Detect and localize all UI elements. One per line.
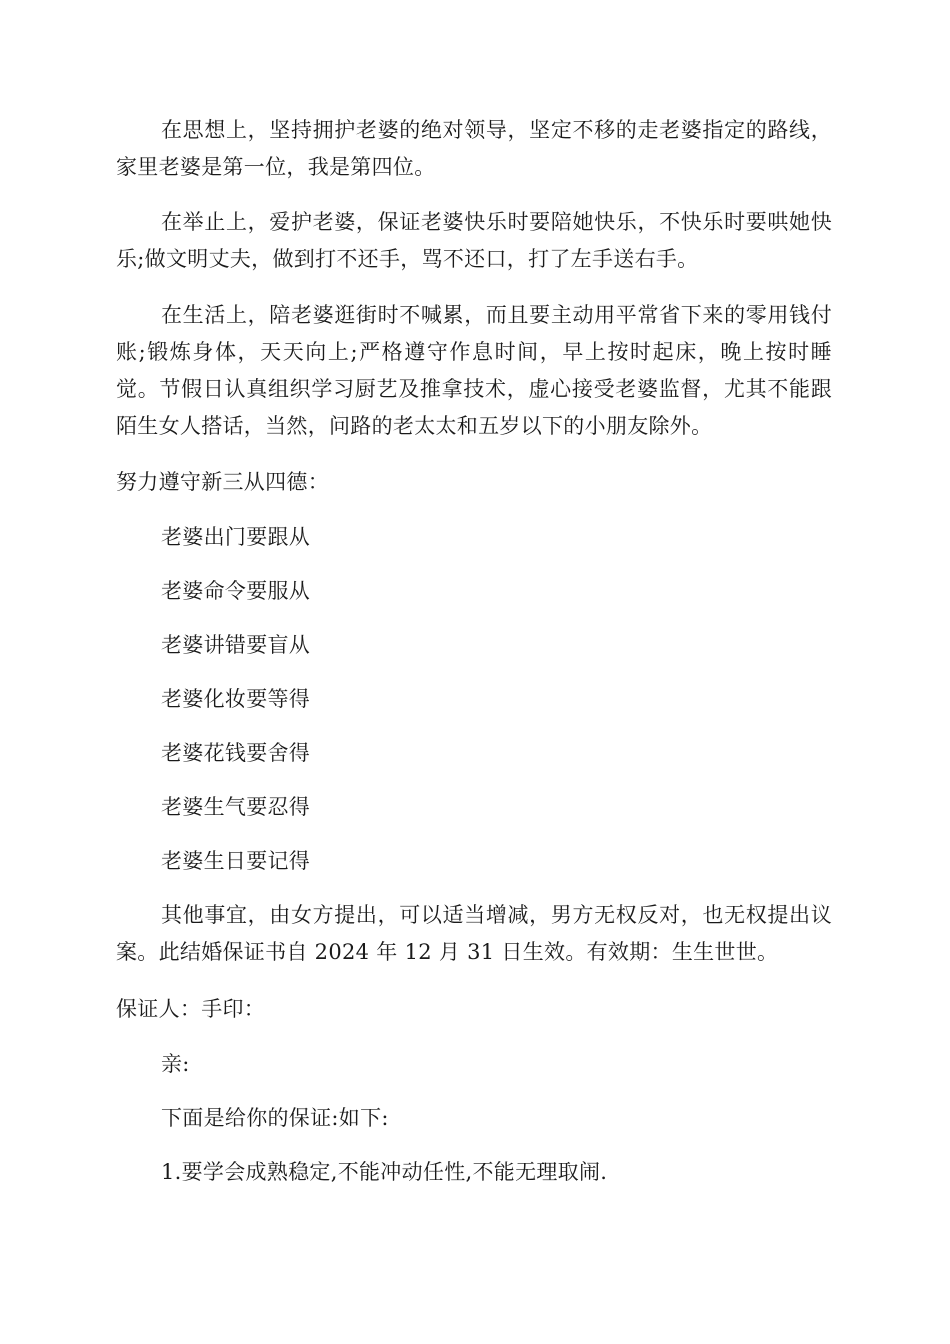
salutation: 亲:: [161, 1052, 190, 1076]
virtue-item-3: 老婆讲错要盲从: [161, 633, 311, 657]
guarantee-intro: 下面是给你的保证:如下:: [161, 1106, 389, 1130]
guarantor-line: 保证人：手印：: [116, 997, 266, 1021]
virtue-item-1: 老婆出门要跟从: [161, 525, 311, 549]
paragraph-behavior: 在举止上，爱护老婆，保证老婆快乐时要陪她快乐，不快乐时要哄她快乐;做文明丈夫，做到打不还手，骂不还口，打了左手送右手。: [116, 210, 832, 271]
virtue-item-2: 老婆命令要服从: [161, 579, 311, 603]
virtue-item-7: 老婆生日要记得: [161, 849, 311, 873]
virtue-item-5: 老婆花钱要舍得: [161, 741, 311, 765]
guarantee-item-1: 1.要学会成熟稳定,不能冲动任性,不能无理取闹.: [161, 1160, 608, 1184]
virtue-item-4: 老婆化妆要等得: [161, 687, 311, 711]
paragraph-other-matters: 其他事宜，由女方提出，可以适当增减，男方无权反对，也无权提出议案。此结婚保证书自 2024 年 12 月 31 日生效。有效期：生生世世。: [116, 903, 832, 964]
virtue-item-6: 老婆生气要忍得: [161, 795, 311, 819]
paragraph-thought: 在思想上，坚持拥护老婆的绝对领导，坚定不移的走老婆指定的路线，家里老婆是第一位，我是第四位。: [116, 118, 832, 179]
paragraph-virtues-heading: 努力遵守新三从四德：: [116, 470, 329, 494]
paragraph-life: 在生活上，陪老婆逛街时不喊累，而且要主动用平常省下来的零用钱付账;锻炼身体，天天向上;严格遵守作息时间，早上按时起床，晚上按时睡觉。节假日认真组织学习厨艺及推拿技术，虚心接受老婆监督，尤其不能跟陌生女人搭话，当然，问路的老太太和五岁以下的小朋友除外。: [116, 303, 832, 438]
